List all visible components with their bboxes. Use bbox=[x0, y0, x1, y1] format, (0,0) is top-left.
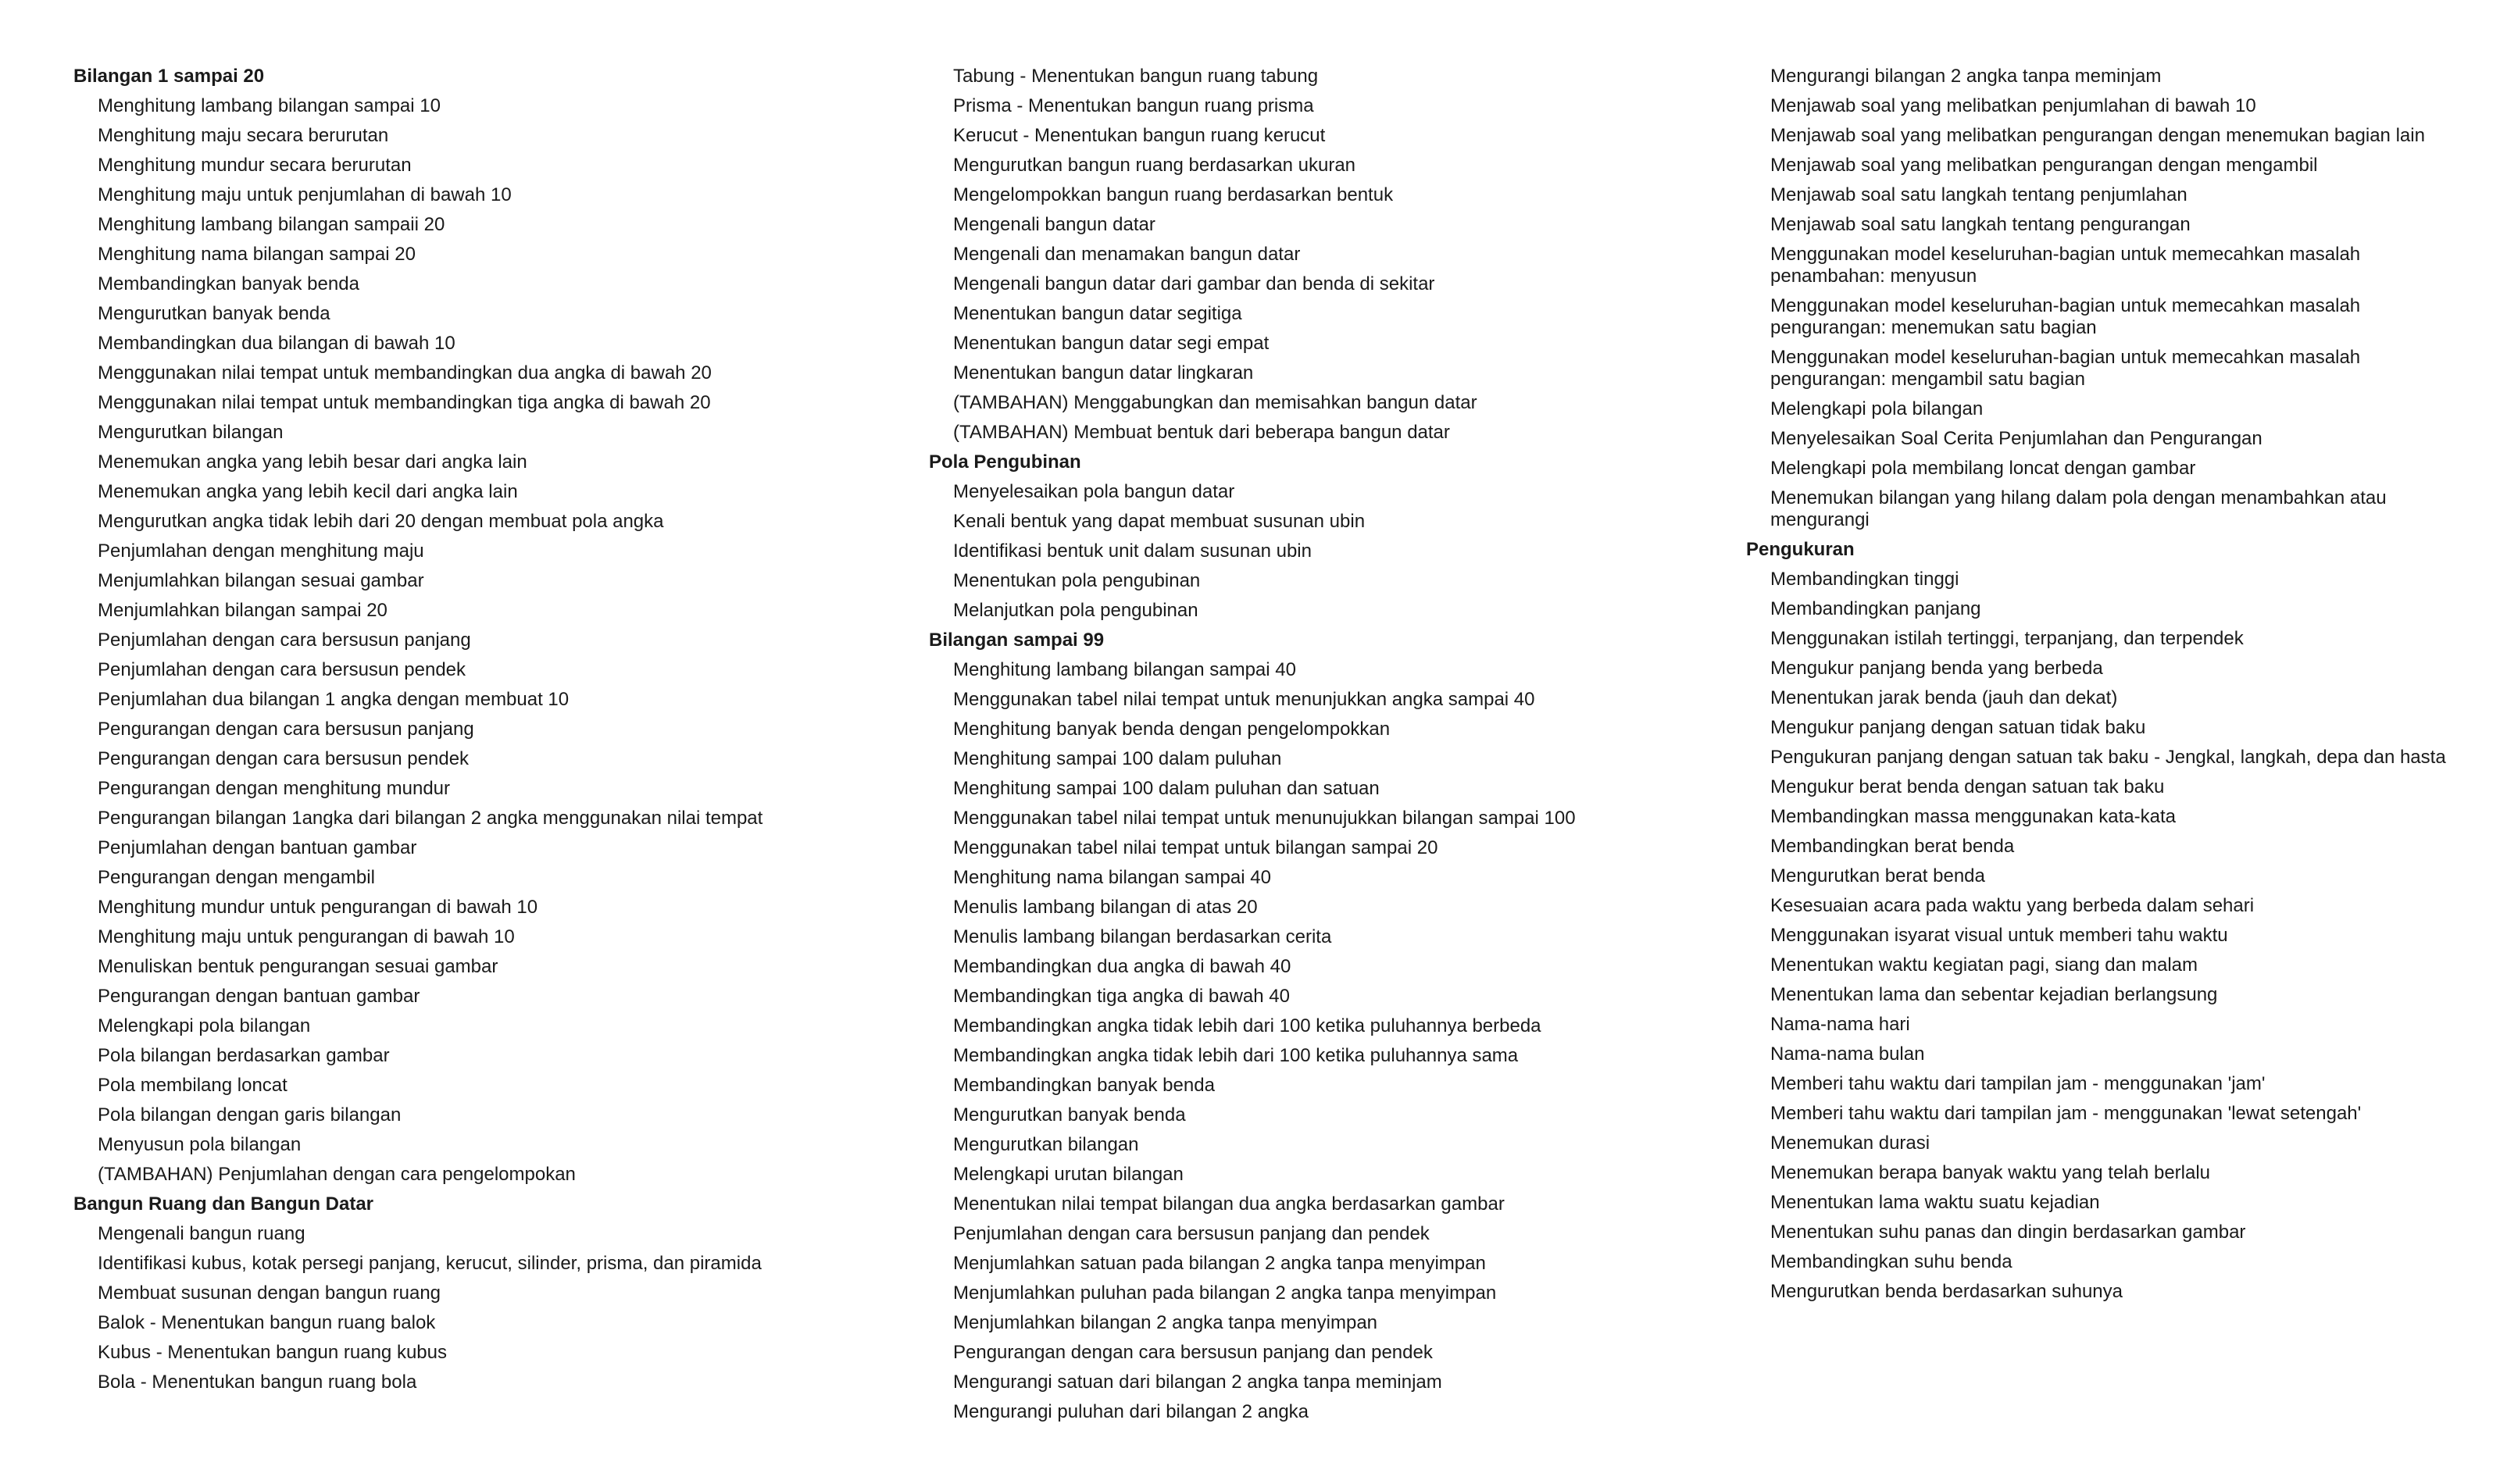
topic-item: Mengelompokkan bangun ruang berdasarkan bentuk bbox=[953, 184, 1394, 205]
topic-item: Menjumlahkan satuan pada bilangan 2 angka tanpa menyimpan bbox=[953, 1253, 1486, 1274]
topic-item: Menentukan lama dan sebentar kejadian berlangsung bbox=[1770, 984, 2218, 1005]
topic-item: Kesesuaian acara pada waktu yang berbeda dalam sehari bbox=[1770, 895, 2255, 916]
topic-item: Melanjutkan pola pengubinan bbox=[953, 600, 1198, 621]
topic-item: Menghitung sampai 100 dalam puluhan dan satuan bbox=[953, 778, 1380, 799]
section-heading: Bangun Ruang dan Bangun Datar bbox=[73, 1193, 373, 1215]
topic-item: Pengurangan dengan cara bersusun panjang bbox=[98, 719, 474, 740]
topic-item: Menggunakan istilah tertinggi, terpanjang, dan terpendek bbox=[1770, 628, 2244, 649]
column-1 bbox=[73, 66, 777, 1401]
topic-item: Menghitung nama bilangan sampai 20 bbox=[98, 244, 416, 265]
topic-item: Nama-nama hari bbox=[1770, 1014, 1910, 1035]
topic-item: Penjumlahan dengan cara bersusun panjang bbox=[98, 630, 471, 651]
topic-item: Pola bilangan berdasarkan gambar bbox=[98, 1045, 390, 1066]
section-heading: Bilangan sampai 99 bbox=[929, 630, 1105, 651]
topic-item: Mengurangi puluhan dari bilangan 2 angka bbox=[953, 1401, 1309, 1422]
topic-item: Membuat susunan dengan bangun ruang bbox=[98, 1282, 441, 1304]
topic-item: Menemukan angka yang lebih besar dari angka lain bbox=[98, 451, 527, 473]
topic-item: Mengukur panjang dengan satuan tidak baku bbox=[1770, 717, 2146, 738]
topic-item: Memberi tahu waktu dari tampilan jam - menggunakan 'jam' bbox=[1770, 1073, 2266, 1094]
topic-item: Menjumlahkan puluhan pada bilangan 2 angka tanpa menyimpan bbox=[953, 1282, 1497, 1304]
topic-item: Mengukur berat benda dengan satuan tak baku bbox=[1770, 776, 2165, 797]
topic-item: Melengkapi urutan bilangan bbox=[953, 1164, 1184, 1185]
topic-item: Menggunakan nilai tempat untuk membandingkan tiga angka di bawah 20 bbox=[98, 392, 711, 413]
topic-item: Mengurutkan banyak benda bbox=[98, 303, 330, 324]
topic-item: Mengurutkan bilangan bbox=[98, 422, 284, 443]
topic-item: Nama-nama bulan bbox=[1770, 1043, 1925, 1065]
topic-item: Menulis lambang bilangan berdasarkan cerita bbox=[953, 926, 1332, 947]
topic-item: Mengenali bangun datar bbox=[953, 214, 1155, 235]
topic-item: Mengurutkan bangun ruang berdasarkan ukuran bbox=[953, 155, 1356, 176]
topic-item: Membandingkan tinggi bbox=[1770, 569, 1959, 590]
topic-item: Menggunakan model keseluruhan-bagian untuk memecahkan masalah pengurangan: menemukan satu bagian bbox=[1770, 295, 2361, 338]
topic-item: Penjumlahan dua bilangan 1 angka dengan membuat 10 bbox=[98, 689, 570, 710]
topic-item: Menggunakan model keseluruhan-bagian untuk memecahkan masalah pengurangan: mengambil satu bagian bbox=[1770, 347, 2361, 390]
topic-item: Menemukan bilangan yang hilang dalam pola dengan menambahkan atau mengurangi bbox=[1770, 487, 2387, 530]
topic-item: Memberi tahu waktu dari tampilan jam - menggunakan 'lewat setengah' bbox=[1770, 1103, 2362, 1124]
topic-item: Membandingkan massa menggunakan kata-kata bbox=[1770, 806, 2176, 827]
topic-item: Menghitung lambang bilangan sampaii 20 bbox=[98, 214, 445, 235]
topic-item: Penjumlahan dengan menghitung maju bbox=[98, 540, 424, 562]
topic-item: Menggunakan tabel nilai tempat untuk bilangan sampai 20 bbox=[953, 837, 1438, 858]
topic-item: Pengurangan dengan menghitung mundur bbox=[98, 778, 451, 799]
topic-item: Membandingkan panjang bbox=[1770, 598, 1981, 619]
topic-item: Pengurangan dengan cara bersusun panjang dan pendek bbox=[953, 1342, 1433, 1363]
topic-item: Menyelesaikan Soal Cerita Penjumlahan dan Pengurangan bbox=[1770, 428, 2262, 449]
topic-item: Menggunakan tabel nilai tempat untuk menunjukkan angka sampai 40 bbox=[953, 689, 1535, 710]
topic-item: Penjumlahan dengan cara bersusun panjang dan pendek bbox=[953, 1223, 1430, 1244]
topic-item: Prisma - Menentukan bangun ruang prisma bbox=[953, 95, 1314, 116]
topic-item: Mengenali dan menamakan bangun datar bbox=[953, 244, 1301, 265]
topic-item: Mengukur panjang benda yang berbeda bbox=[1770, 658, 2103, 679]
topic-item: Menentukan pola pengubinan bbox=[953, 570, 1201, 591]
topic-item: Menghitung maju secara berurutan bbox=[98, 125, 389, 146]
topic-item: Menghitung nama bilangan sampai 40 bbox=[953, 867, 1271, 888]
topic-item: Pola bilangan dengan garis bilangan bbox=[98, 1104, 402, 1125]
topic-item: (TAMBAHAN) Menggabungkan dan memisahkan bangun datar bbox=[953, 392, 1477, 413]
topic-item: Menghitung sampai 100 dalam puluhan bbox=[953, 748, 1282, 769]
topic-item: Menjawab soal yang melibatkan pengurangan dengan menemukan bagian lain bbox=[1770, 125, 2425, 146]
topic-item: Menyusun pola bilangan bbox=[98, 1134, 302, 1155]
topic-item: Membandingkan berat benda bbox=[1770, 836, 2015, 857]
topic-item: Menentukan bangun datar segitiga bbox=[953, 303, 1242, 324]
topic-item: Menjawab soal yang melibatkan penjumlahan di bawah 10 bbox=[1770, 95, 2256, 116]
topic-item: Mengurutkan berat benda bbox=[1770, 865, 1985, 886]
topic-item: Mengurutkan banyak benda bbox=[953, 1104, 1186, 1125]
topic-item: Menentukan suhu panas dan dingin berdasarkan gambar bbox=[1770, 1222, 2246, 1243]
topic-item: Kenali bentuk yang dapat membuat susunan ubin bbox=[953, 511, 1366, 532]
column-3 bbox=[1746, 66, 2449, 1311]
topic-item: Mengurangi bilangan 2 angka tanpa meminjam bbox=[1770, 66, 2162, 87]
topic-item: Menjawab soal satu langkah tentang pengurangan bbox=[1770, 214, 2191, 235]
topic-item: Mengurutkan angka tidak lebih dari 20 dengan membuat pola angka bbox=[98, 511, 664, 532]
topic-item: Bola - Menentukan bangun ruang bola bbox=[98, 1372, 417, 1393]
column-2 bbox=[929, 66, 1632, 1431]
topic-item: Menyelesaikan pola bangun datar bbox=[953, 481, 1235, 502]
topic-item: Mengenali bangun datar dari gambar dan benda di sekitar bbox=[953, 273, 1435, 294]
topic-item: Menentukan bangun datar lingkaran bbox=[953, 362, 1254, 383]
topic-item: Tabung - Menentukan bangun ruang tabung bbox=[953, 66, 1319, 87]
topic-item: Melengkapi pola bilangan bbox=[98, 1015, 311, 1036]
topic-item: Mengenali bangun ruang bbox=[98, 1223, 305, 1244]
topic-item: Menggunakan isyarat visual untuk memberi tahu waktu bbox=[1770, 925, 2228, 946]
section-heading: Pengukuran bbox=[1746, 539, 1855, 560]
topic-item: Menghitung banyak benda dengan pengelompokkan bbox=[953, 719, 1391, 740]
section-heading: Bilangan 1 sampai 20 bbox=[73, 66, 265, 87]
topic-item: Kerucut - Menentukan bangun ruang kerucut bbox=[953, 125, 1326, 146]
topic-item: Menentukan waktu kegiatan pagi, siang dan malam bbox=[1770, 954, 2198, 976]
topic-item: Mengurangi satuan dari bilangan 2 angka tanpa meminjam bbox=[953, 1372, 1442, 1393]
topic-item: (TAMBAHAN) Penjumlahan dengan cara pengelompokan bbox=[98, 1164, 576, 1185]
topic-item: Menghitung lambang bilangan sampai 40 bbox=[953, 659, 1296, 680]
topic-item: Melengkapi pola membilang loncat dengan gambar bbox=[1770, 458, 2196, 479]
topic-item: Mengurutkan benda berdasarkan suhunya bbox=[1770, 1281, 2123, 1302]
topic-item: Membandingkan dua angka di bawah 40 bbox=[953, 956, 1291, 977]
topic-item: Menemukan durasi bbox=[1770, 1133, 1930, 1154]
topic-item: Menjumlahkan bilangan sesuai gambar bbox=[98, 570, 424, 591]
topic-item: Menemukan berapa banyak waktu yang telah berlalu bbox=[1770, 1162, 2211, 1183]
topic-item: Pengurangan bilangan 1angka dari bilangan 2 angka menggunakan nilai tempat bbox=[98, 808, 763, 829]
topic-item: Menggunakan model keseluruhan-bagian untuk memecahkan masalah penambahan: menyusun bbox=[1770, 244, 2361, 287]
section-heading: Pola Pengubinan bbox=[929, 451, 1081, 473]
topic-item: Menentukan nilai tempat bilangan dua angka berdasarkan gambar bbox=[953, 1193, 1505, 1215]
topic-item: Menemukan angka yang lebih kecil dari angka lain bbox=[98, 481, 518, 502]
topic-item: Menjumlahkan bilangan sampai 20 bbox=[98, 600, 388, 621]
topic-item: Melengkapi pola bilangan bbox=[1770, 398, 1984, 419]
topic-item: Menjawab soal satu langkah tentang penjumlahan bbox=[1770, 184, 2188, 205]
topic-item: (TAMBAHAN) Membuat bentuk dari beberapa bangun datar bbox=[953, 422, 1450, 443]
topic-item: Pengurangan dengan mengambil bbox=[98, 867, 375, 888]
topic-item: Membandingkan banyak benda bbox=[98, 273, 359, 294]
topic-item: Membandingkan tiga angka di bawah 40 bbox=[953, 986, 1290, 1007]
topic-item: Membandingkan angka tidak lebih dari 100 ketika puluhannya sama bbox=[953, 1045, 1519, 1066]
topic-item: Menghitung maju untuk pengurangan di bawah 10 bbox=[98, 926, 515, 947]
topic-item: Menulis lambang bilangan di atas 20 bbox=[953, 897, 1258, 918]
topic-item: Kubus - Menentukan bangun ruang kubus bbox=[98, 1342, 447, 1363]
topic-item: Membandingkan angka tidak lebih dari 100 ketika puluhannya berbeda bbox=[953, 1015, 1541, 1036]
topic-item: Menggunakan tabel nilai tempat untuk menunujukkan bilangan sampai 100 bbox=[953, 808, 1576, 829]
topic-item: Menjumlahkan bilangan 2 angka tanpa menyimpan bbox=[953, 1312, 1378, 1333]
topic-item: Pengurangan dengan cara bersusun pendek bbox=[98, 748, 470, 769]
topic-item: Menuliskan bentuk pengurangan sesuai gambar bbox=[98, 956, 498, 977]
topic-item: Pengurangan dengan bantuan gambar bbox=[98, 986, 420, 1007]
topic-item: Menggunakan nilai tempat untuk membandingkan dua angka di bawah 20 bbox=[98, 362, 712, 383]
topic-item: Mengurutkan bilangan bbox=[953, 1134, 1139, 1155]
topic-item: Membandingkan suhu benda bbox=[1770, 1251, 2012, 1272]
topic-item: Identifikasi kubus, kotak persegi panjang, kerucut, silinder, prisma, dan piramida bbox=[98, 1253, 762, 1274]
topic-item: Menjawab soal yang melibatkan pengurangan dengan mengambil bbox=[1770, 155, 2318, 176]
topic-item: Penjumlahan dengan cara bersusun pendek bbox=[98, 659, 466, 680]
topic-item: Pola membilang loncat bbox=[98, 1075, 288, 1096]
topic-item: Menghitung lambang bilangan sampai 10 bbox=[98, 95, 441, 116]
topic-item: Menghitung mundur secara berurutan bbox=[98, 155, 412, 176]
topic-item: Pengukuran panjang dengan satuan tak baku - Jengkal, langkah, depa dan hasta bbox=[1770, 747, 2446, 768]
topic-item: Menentukan jarak benda (jauh dan dekat) bbox=[1770, 687, 2118, 708]
topic-item: Menghitung maju untuk penjumlahan di bawah 10 bbox=[98, 184, 512, 205]
topic-item: Membandingkan dua bilangan di bawah 10 bbox=[98, 333, 455, 354]
topic-item: Identifikasi bentuk unit dalam susunan ubin bbox=[953, 540, 1312, 562]
topic-item: Membandingkan banyak benda bbox=[953, 1075, 1215, 1096]
topic-item: Penjumlahan dengan bantuan gambar bbox=[98, 837, 417, 858]
topic-item: Menentukan bangun datar segi empat bbox=[953, 333, 1270, 354]
topic-item: Menentukan lama waktu suatu kejadian bbox=[1770, 1192, 2100, 1213]
topic-item: Balok - Menentukan bangun ruang balok bbox=[98, 1312, 436, 1333]
topic-item: Menghitung mundur untuk pengurangan di bawah 10 bbox=[98, 897, 538, 918]
